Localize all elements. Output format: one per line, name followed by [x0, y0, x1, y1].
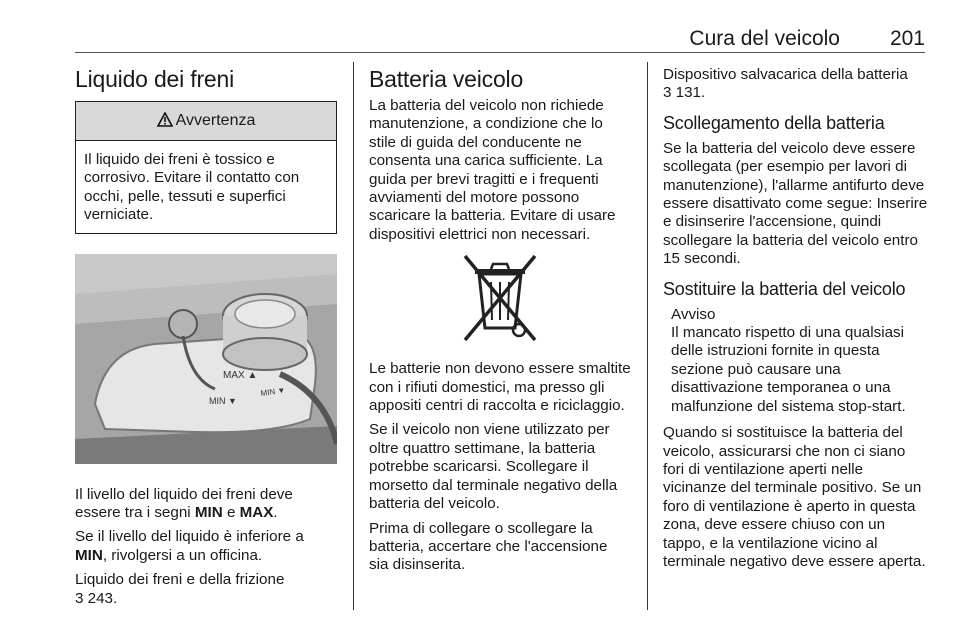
column-divider — [353, 62, 354, 610]
crossed-out-bin-icon — [455, 250, 545, 346]
warning-box — [75, 101, 337, 234]
disconnect-battery-text: Se la batteria del veicolo deve essere scollegata (per esempio per lavori di manutenzione), l'allarme antifurto deve essere disattivato come segue: Inserire e disinserire l'accensione, quindi scollegare la batteria del veicolo entro 15 secondi. — [663, 139, 928, 268]
column-battery-procedures — [663, 62, 929, 577]
brake-fluid-low-text: Se il livello del liquido è inferiore a MIN, rivolgersi a un officina. — [75, 528, 304, 564]
label-max: MAX ▲ — [223, 369, 258, 381]
heading-disconnect-battery: Scollegamento della batteria — [663, 112, 885, 133]
brake-fluid-reservoir-photo — [75, 254, 337, 464]
notice-label: Avviso — [671, 305, 716, 323]
brake-fluid-reference: Liquido dei freni e della frizione 3 243. — [75, 571, 285, 607]
label-min-right: MIN ▼ — [260, 385, 286, 398]
warning-header — [76, 102, 336, 141]
column-brake-fluid — [75, 62, 337, 614]
label-min: MIN ▼ — [209, 395, 237, 406]
brake-fluid-level-text: Il livello del liquido dei freni deve essere tra i segni MIN e MAX. — [75, 485, 293, 522]
notice-box — [663, 306, 929, 416]
battery-saver-reference: Dispositivo salvacarica della batteria 3 131. — [663, 66, 908, 102]
warning-text: Il liquido dei freni è tossico e corrosivo. Evitare il contatto con occhi, pelle, tessuti e superfici verniciate. — [84, 151, 300, 224]
battery-maintenance-text: La batteria del veicolo non richiede manutenzione, a condizione che lo stile di guida del conducente ne consenta una carica sufficiente. La guida per brevi tragitti e i frequenti avviamenti del motore possono scaricare la batteria. Evitare di usare dispositivi elettrici non necessari. — [369, 97, 616, 243]
column-vehicle-battery — [369, 62, 631, 581]
warning-triangle-icon — [157, 111, 173, 132]
notice-text: Il mancato rispetto di una qualsiasi delle istruzioni fornite in questa sezione può causare una disattivazione temporanea o una malfunzione del sistema stop-start. — [671, 324, 906, 415]
warning-title: Avvertenza — [175, 112, 256, 129]
battery-ignition-text: Prima di collegare o scollegare la batteria, accertare che l'accensione sia disinserita. — [369, 519, 608, 574]
column-divider — [647, 62, 648, 610]
battery-disposal-text: Le batterie non devono essere smaltite con i rifiuti domestici, ma presso gli appositi centri di raccolta e riciclaggio. — [369, 360, 631, 415]
battery-unused-text: Se il veicolo non viene utilizzato per oltre quattro settimane, la batteria potrebbe scaricarsi. Scollegare il morsetto dal terminale negativo della batteria del veicolo. — [369, 421, 618, 513]
page-header — [75, 26, 925, 53]
heading-replace-battery: Sostituire la batteria del veicolo — [663, 278, 906, 299]
page-reference-link[interactable]: 3 131. — [663, 84, 706, 102]
replace-battery-text: Quando si sostituisce la batteria del veicolo, assicurarsi che non ci siano fori di ventilazione aperti nelle vicinanze del terminale positivo. Se un foro di ventilazione è aperto in questa zona, deve essere chiuso con un tappo, e la ventilazione vicino al terminale negativo deve essere aperta. — [663, 424, 926, 570]
heading-vehicle-battery: Batteria veicolo — [369, 66, 524, 92]
section-title: Cura del veicolo — [689, 27, 840, 50]
page-number: 201 — [889, 27, 925, 50]
page-reference-link[interactable]: 3 243. — [75, 589, 118, 607]
heading-brake-fluid: Liquido dei freni — [75, 66, 234, 92]
